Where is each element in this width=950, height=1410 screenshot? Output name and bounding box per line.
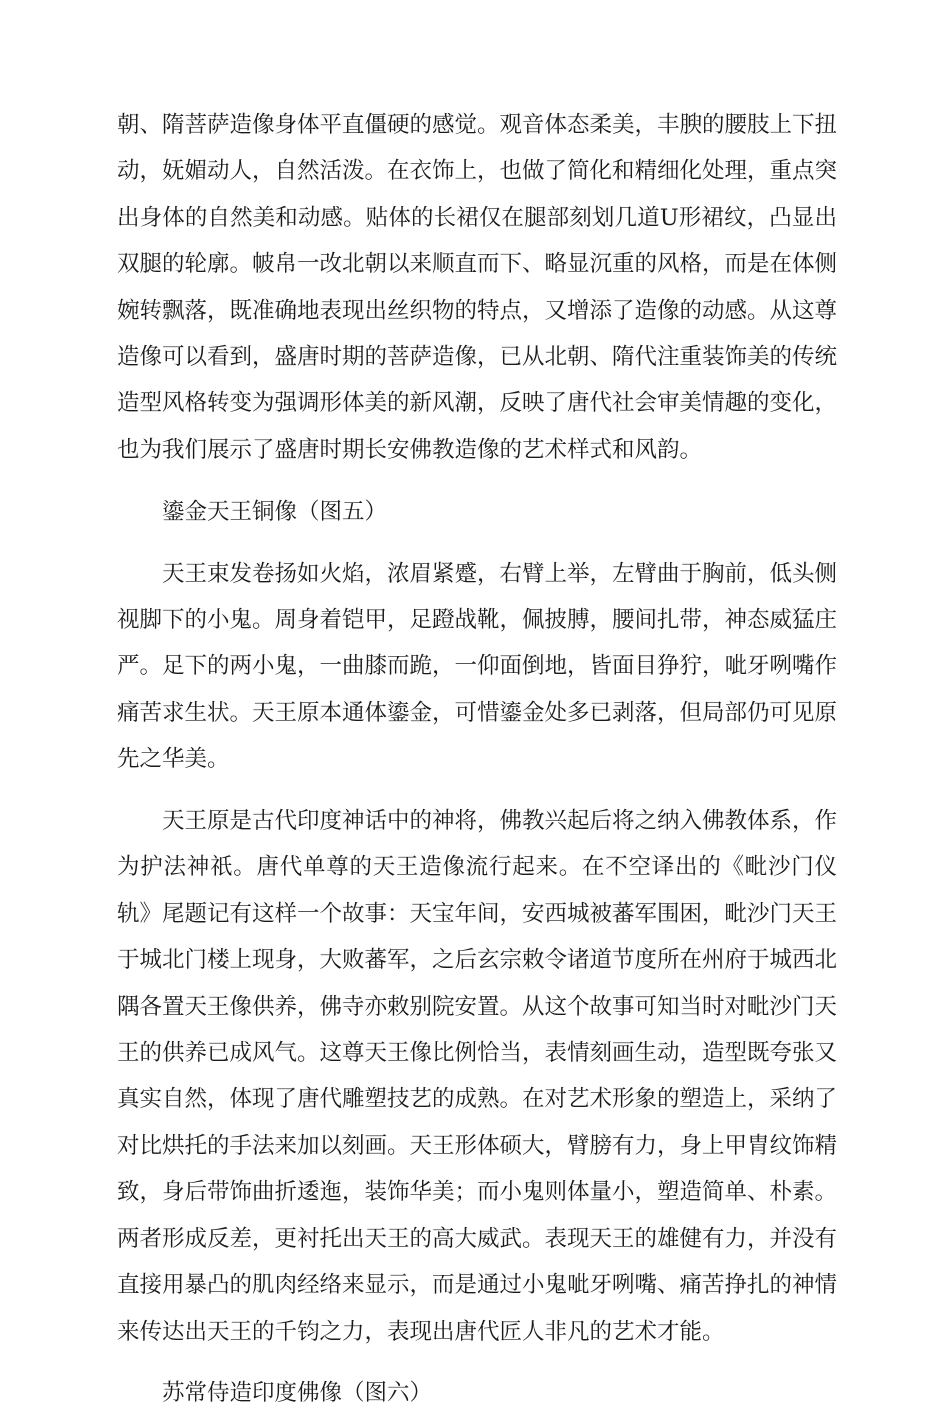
- text-line: 为护法神祇。唐代单尊的天王造像流行起来。在不空译出的《毗沙门仪: [117, 854, 837, 880]
- text-line: 朝、隋菩萨造像身体平直僵硬的感觉。观音体态柔美，丰腴的腰肢上下扭: [117, 112, 838, 138]
- text-line: 两者形成反差，更衬托出天王的高大威武。表现天王的雄健有力，并没有: [117, 1226, 838, 1252]
- text-line: 造型风格转变为强调形体美的新风潮，反映了唐代社会审美情趣的变化，: [117, 390, 838, 416]
- section-heading: 苏常侍造印度佛像（图六）: [162, 1380, 433, 1406]
- text-line: 真实自然，体现了唐代雕塑技艺的成熟。在对艺术形象的塑造上，采纳了: [117, 1086, 838, 1112]
- text-line: 婉转飘落，既准确地表现出丝织物的特点，又增添了造像的动感。从这尊: [117, 298, 838, 324]
- text-line: 隅各置天王像供养，佛寺亦敕别院安置。从这个故事可知当时对毗沙门天: [117, 994, 838, 1020]
- text-line: 轨》尾题记有这样一个故事：天宝年间，安西城被蕃军围困，毗沙门天王: [117, 901, 838, 927]
- text-line: 王的供养已成风气。这尊天王像比例恰当，表情刻画生动，造型既夸张又: [117, 1040, 838, 1066]
- text-line: 动，妩媚动人，自然活泼。在衣饰上，也做了简化和精细化处理，重点突: [117, 158, 838, 184]
- text-line: 造像可以看到，盛唐时期的菩萨造像，已从北朝、隋代注重装饰美的传统: [117, 344, 838, 370]
- text-line: 来传达出天王的千钧之力，表现出唐代匠人非凡的艺术才能。: [117, 1319, 725, 1345]
- text-line: 对比烘托的手法来加以刻画。天王形体硕大，臂膀有力，身上甲胄纹饰精: [117, 1133, 838, 1159]
- text-line: 出身体的自然美和动感。贴体的长裙仅在腿部刻划几道U形裙纹，凸显出: [117, 205, 837, 231]
- text-line: 直接用暴凸的肌肉经络来显示，而是通过小鬼呲牙咧嘴、痛苦挣扎的神情: [117, 1272, 838, 1298]
- text-line: 天王束发卷扬如火焰，浓眉紧蹙，右臂上举，左臂曲于胸前，低头侧: [162, 561, 838, 587]
- text-line: 严。足下的两小鬼，一曲膝而跪，一仰面倒地，皆面目狰狞，呲牙咧嘴作: [117, 653, 838, 679]
- text-line: 先之华美。: [117, 746, 230, 772]
- text-line: 双腿的轮廓。帔帛一改北朝以来顺直而下、略显沉重的风格，而是在体侧: [117, 251, 838, 277]
- text-line: 致，身后带饰曲折逶迤，装饰华美；而小鬼则体量小，塑造简单、朴素。: [117, 1179, 838, 1205]
- section-heading: 鎏金天王铜像（图五）: [162, 499, 388, 525]
- text-line: 于城北门楼上现身，大败蕃军，之后玄宗敕令诸道节度所在州府于城西北: [117, 947, 838, 973]
- text-line: 也为我们展示了盛唐时期长安佛教造像的艺术样式和风韵。: [117, 437, 703, 463]
- text-line: 视脚下的小鬼。周身着铠甲，足蹬战靴，佩披膊，腰间扎带，神态威猛庄: [117, 607, 838, 633]
- text-line: 天王原是古代印度神话中的神将，佛教兴起后将之纳入佛教体系，作: [162, 808, 838, 834]
- text-line: 痛苦求生状。天王原本通体鎏金，可惜鎏金处多已剥落，但局部仍可见原: [117, 700, 838, 726]
